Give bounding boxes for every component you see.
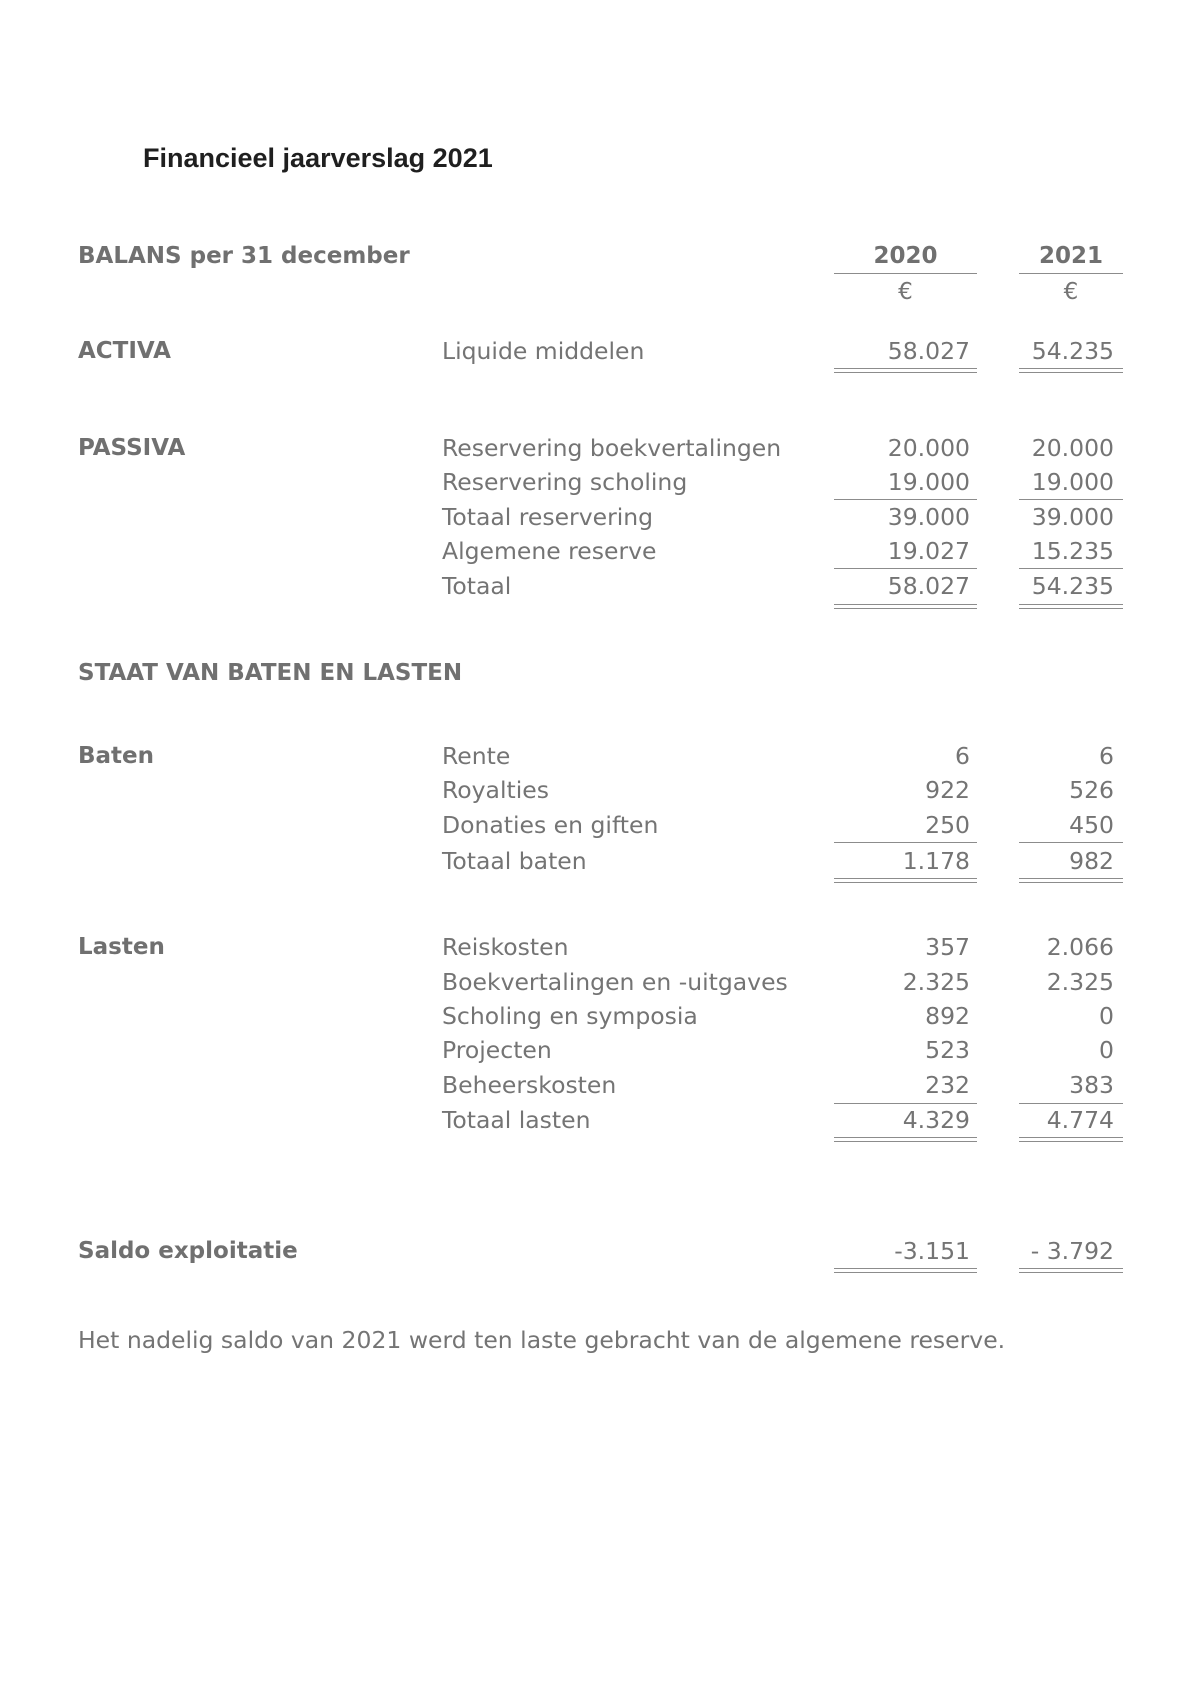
total-double-rule: [1019, 1272, 1123, 1273]
value-2020: 19.000: [887, 468, 970, 496]
total-double-rule: [834, 372, 977, 373]
value-2021: 20.000: [1031, 434, 1114, 462]
row-label: Reservering scholing: [442, 468, 688, 496]
value-2021: 54.235: [1031, 572, 1114, 600]
subtotal-rule: [1019, 499, 1123, 500]
value-2021: 526: [1069, 776, 1114, 804]
value-2021: 0: [1099, 1002, 1114, 1030]
total-rule: [834, 1268, 977, 1269]
value-2021: 39.000: [1031, 503, 1114, 531]
value-2021: 54.235: [1031, 337, 1114, 365]
subtotal-rule: [1019, 842, 1123, 843]
value-2020: 2.325: [902, 968, 970, 996]
total-rule: [1019, 1268, 1123, 1269]
value-2020: 232: [925, 1071, 970, 1099]
row-label: Rente: [442, 742, 511, 770]
row-label: Beheerskosten: [442, 1071, 617, 1099]
subtotal-rule: [834, 1103, 977, 1104]
baten-label: Baten: [78, 743, 155, 769]
value-2020: 4.329: [902, 1106, 970, 1134]
value-2020: 58.027: [887, 572, 970, 600]
year-2021-underline: [1019, 273, 1123, 274]
row-label: Reiskosten: [442, 933, 569, 961]
total-double-rule: [834, 882, 977, 883]
value-2020: 922: [925, 776, 970, 804]
total-rule: [834, 1137, 977, 1138]
value-2021: 383: [1069, 1071, 1114, 1099]
total-rule: [1019, 604, 1123, 605]
page-title: Financieel jaarverslag 2021: [143, 143, 493, 173]
row-label: Projecten: [442, 1036, 552, 1064]
row-label: Totaal lasten: [442, 1106, 591, 1134]
total-double-rule: [834, 608, 977, 609]
value-2020: 250: [925, 811, 970, 839]
total-double-rule: [834, 1272, 977, 1273]
income-statement-heading: STAAT VAN BATEN EN LASTEN: [78, 660, 463, 686]
row-label: Reservering boekvertalingen: [442, 434, 782, 462]
footnote: Het nadelig saldo van 2021 werd ten laste gebracht van de algemene reserve.: [78, 1326, 1006, 1354]
row-label: Totaal: [442, 572, 512, 600]
lasten-label: Lasten: [78, 934, 165, 960]
total-rule: [1019, 368, 1123, 369]
year-2020-header: 2020: [873, 243, 938, 269]
value-2021: 19.000: [1031, 468, 1114, 496]
total-rule: [834, 878, 977, 879]
subtotal-rule: [834, 842, 977, 843]
total-double-rule: [1019, 882, 1123, 883]
value-2021: 6: [1099, 742, 1114, 770]
row-label: Boekvertalingen en -uitgaves: [442, 968, 788, 996]
total-double-rule: [1019, 1141, 1123, 1142]
row-label: Algemene reserve: [442, 537, 657, 565]
row-label: Totaal reservering: [442, 503, 654, 531]
value-2021: 2.066: [1046, 933, 1114, 961]
saldo-2021: - 3.792: [1030, 1237, 1114, 1265]
saldo-2020: -3.151: [894, 1237, 970, 1265]
row-label: Liquide middelen: [442, 337, 645, 365]
total-rule: [1019, 878, 1123, 879]
total-rule: [834, 604, 977, 605]
total-rule: [834, 368, 977, 369]
value-2021: 982: [1069, 847, 1114, 875]
year-2020-underline: [834, 273, 977, 274]
row-label: Royalties: [442, 776, 549, 804]
value-2021: 4.774: [1046, 1106, 1114, 1134]
value-2021: 15.235: [1031, 537, 1114, 565]
subtotal-rule: [834, 568, 977, 569]
total-double-rule: [1019, 372, 1123, 373]
row-label: Scholing en symposia: [442, 1002, 698, 1030]
subtotal-rule: [1019, 568, 1123, 569]
value-2020: 523: [925, 1036, 970, 1064]
value-2020: 892: [925, 1002, 970, 1030]
value-2020: 19.027: [887, 537, 970, 565]
total-rule: [1019, 1137, 1123, 1138]
total-double-rule: [834, 1141, 977, 1142]
value-2020: 58.027: [887, 337, 970, 365]
total-double-rule: [1019, 608, 1123, 609]
value-2020: 357: [925, 933, 970, 961]
balance-heading: BALANS per 31 december: [78, 243, 410, 269]
value-2020: 20.000: [887, 434, 970, 462]
value-2021: 2.325: [1046, 968, 1114, 996]
subtotal-rule: [1019, 1103, 1123, 1104]
value-2021: 450: [1069, 811, 1114, 839]
row-label: Totaal baten: [442, 847, 587, 875]
value-2020: 6: [955, 742, 970, 770]
currency-2021: €: [1063, 279, 1079, 305]
value-2020: 39.000: [887, 503, 970, 531]
subtotal-rule: [834, 499, 977, 500]
currency-2020: €: [898, 279, 913, 305]
activa-label: ACTIVA: [78, 338, 171, 364]
value-2021: 0: [1099, 1036, 1114, 1064]
value-2020: 1.178: [902, 847, 970, 875]
row-label: Donaties en giften: [442, 811, 659, 839]
year-2021-header: 2021: [1038, 243, 1103, 269]
passiva-label: PASSIVA: [78, 435, 186, 461]
saldo-label: Saldo exploitatie: [78, 1238, 298, 1264]
